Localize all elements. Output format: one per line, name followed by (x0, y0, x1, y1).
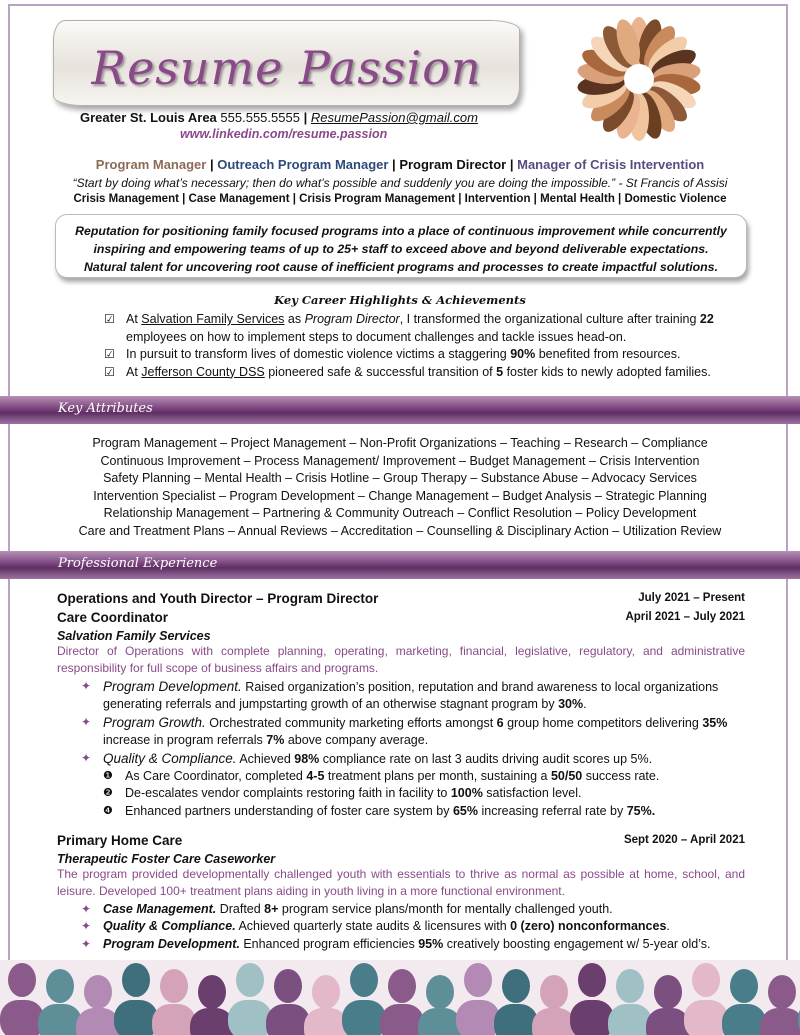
list-item: ☑ At Jefferson County DSS pioneered safe & successful transition of 5 foster kids to newly adopted families. (104, 364, 754, 382)
person-head (502, 969, 530, 1003)
person-head (84, 975, 112, 1009)
number-icon: ❷ (103, 787, 113, 800)
list-item: ☑ In pursuit to transform lives of domestic violence victims a staggering 90% benefited from resources. (104, 346, 754, 364)
company-name: Salvation Family Services (141, 312, 285, 326)
star-icon: ✦ (81, 936, 92, 951)
job-salvation (57, 591, 745, 820)
job-date: July 2021 – Present (638, 592, 745, 604)
achievements-list (57, 901, 745, 953)
attribute-line: Safety Planning – Mental Health – Crisis Hotline – Group Therapy – Substance Abuse – Advocacy Services (103, 471, 697, 486)
person-body (342, 1000, 386, 1035)
sub-achievements-list (57, 768, 745, 820)
person-body (114, 1000, 158, 1035)
job-title: Primary Home Care (57, 833, 183, 848)
checkbox-icon: ☑ (104, 312, 115, 326)
reputation-line: Natural talent for uncovering root cause of inefficient programs and processes to create impactful solutions. (84, 260, 718, 274)
person-head (464, 963, 492, 997)
title-crisis-intervention-manager: Manager of Crisis Intervention (517, 157, 705, 172)
job-date: Sept 2020 – April 2021 (623, 834, 745, 846)
list-item: ✦ Program Growth. Orchestrated community marketing efforts amongst 6 group home competitors delivering 35% increase in program referrals 7% above company average. (81, 714, 728, 748)
person-body (380, 1004, 424, 1035)
contact-line (80, 110, 478, 125)
reputation-line: Reputation for positioning family focused programs into a place of continuous improvement while concurrently (75, 224, 727, 238)
person-body (266, 1004, 310, 1035)
job-title: Care Coordinator (57, 610, 169, 625)
star-icon: ✦ (81, 714, 92, 729)
person-body (494, 1004, 538, 1035)
job-primary-home-care (57, 833, 745, 953)
attribute-line: Continuous Improvement – Process Management/ Improvement – Budget Management – Crisis Intervention (100, 453, 700, 468)
person-head (388, 969, 416, 1003)
number-icon: ❶ (103, 770, 113, 783)
attributes-list (0, 435, 800, 541)
location: Greater St. Louis Area (80, 110, 217, 125)
person-head (8, 963, 36, 997)
attribute-line: Program Management – Project Management – Non-Profit Organizations – Teaching – Research – Compliance (92, 436, 708, 450)
reputation-box (55, 214, 747, 278)
person-head (730, 969, 758, 1003)
title-program-manager: Program Manager (95, 157, 207, 172)
job-date: April 2021 – July 2021 (625, 611, 745, 623)
person-head (578, 963, 606, 997)
reputation-line: inspiring and empowering teams of up to 25+ staff to exceed above and beyond deliverable expectations. (93, 242, 709, 256)
separator: | (303, 110, 308, 125)
person-body (456, 1000, 500, 1035)
person-head (198, 975, 226, 1009)
person-head (160, 969, 188, 1003)
star-icon: ✦ (81, 679, 92, 693)
number-icon: ❹ (103, 804, 113, 817)
people-silhouettes-image (0, 960, 800, 1035)
job-title: Operations and Youth Director – Program Director (57, 591, 379, 606)
highlights-list (104, 311, 754, 381)
section-bar-experience (0, 551, 800, 579)
person-head (426, 975, 454, 1009)
target-titles: Program Manager | Outreach Program Manager | Program Director | Manager of Crisis Intervention (95, 157, 705, 172)
list-item: ✦ Quality & Compliance. Achieved quarterly state audits & licensures with 0 (zero) nonconformances. (103, 918, 745, 935)
list-item: ✦ Program Development. Enhanced program efficiencies 95% creatively boosting engagement w/ 5-year old’s. (103, 936, 745, 953)
person-body (684, 1000, 728, 1035)
person-body (38, 1004, 82, 1035)
list-item: ✦ Quality & Compliance. Achieved 98% compliance rate on last 3 audits driving audit scores up 5%. (81, 750, 653, 766)
section-title: Key Attributes (58, 401, 153, 416)
person-head (692, 963, 720, 997)
quote: “Start by doing what’s necessary; then do what’s possible and suddenly you are doing the impossible.” - St Francis of Assisi (72, 176, 728, 190)
person-body (0, 1000, 44, 1035)
attribute-line: Relationship Management – Partnering & Community Outreach – Conflict Resolution – Policy Development (103, 506, 697, 521)
email-link[interactable]: ResumePassion@gmail.com (310, 110, 478, 125)
company-name: Salvation Family Services (57, 629, 211, 643)
attribute-line: Care and Treatment Plans – Annual Reviews – Accreditation – Counselling & Disciplinary Action – Utilization Review (78, 523, 722, 538)
job-description: The program provided developmentally challenged youth with essentials to thrive as normal as possible at home, school, and leisure. Developed 100+ treatment plans aiding in youth living in a more functional environment. (57, 867, 745, 898)
list-item: ☑ At Salvation Family Services as Program Director, I transformed the organizational culture after training 22 employees on how to implement steps to document challenges and tackle issues head-on. (104, 312, 714, 344)
person-body (722, 1004, 766, 1035)
core-skills: Crisis Management | Case Management | Crisis Program Management | Intervention | Mental Health | Domestic Violence (73, 193, 727, 205)
linkedin-link[interactable]: www.linkedin.com/resume.passion (180, 127, 388, 141)
person-body (152, 1004, 196, 1035)
star-icon: ✦ (81, 902, 92, 916)
person-head (540, 975, 568, 1009)
title-program-director: Program Director (399, 157, 507, 172)
list-item: ✦ Case Management. Drafted 8+ program service plans/month for mentally challenged youth. (103, 901, 745, 918)
section-bar-attributes (0, 396, 800, 424)
list-item: ❷ De-escalates vendor complaints restoring faith in facility to 100% satisfaction level. (125, 785, 745, 802)
attribute-line: Intervention Specialist – Program Development – Change Management – Budget Analysis – Strategic Planning (93, 488, 707, 503)
person-body (570, 1000, 614, 1035)
company-name: Therapeutic Foster Care Caseworker (57, 852, 276, 866)
person-head (274, 969, 302, 1003)
list-item: ❹ Enhanced partners understanding of foster care system by 65% increasing referral rate by 75%. (125, 803, 745, 820)
person-head (350, 963, 378, 997)
company-name: Jefferson County DSS (141, 364, 265, 379)
star-icon: ✦ (81, 750, 92, 765)
checkbox-icon: ☑ (104, 347, 115, 361)
name-banner (53, 20, 520, 106)
title-outreach-program-manager: Outreach Program Manager (217, 157, 389, 172)
person-head (768, 975, 796, 1009)
person-head (654, 975, 682, 1009)
person-head (122, 963, 150, 997)
star-icon: ✦ (81, 919, 92, 934)
phone: 555.555.5555 (220, 110, 300, 125)
person-head (236, 963, 264, 997)
section-title: Professional Experience (58, 556, 218, 571)
person-head (616, 969, 644, 1003)
person-head (312, 975, 340, 1009)
person-head (46, 969, 74, 1003)
list-item: ❶ As Care Coordinator, completed 4-5 treatment plans per month, sustaining a 50/50 success rate. (125, 768, 745, 785)
resume-name: Resume Passion (91, 41, 482, 95)
job-description: Director of Operations with complete planning, operating, marketing, financial, legislative, regulatory, and administrative responsibility for full scope of business affairs and programs. (57, 644, 745, 675)
list-item: ✦ Program Development. Raised organization’s position, reputation and brand awareness to local organizations generating referrals and jumpstarting growth of an otherwise stagnant program by 30%. (81, 679, 719, 712)
achievements-list (57, 678, 745, 768)
person-body (608, 1004, 652, 1035)
hands-circle-logo (574, 14, 704, 144)
checkbox-icon: ☑ (104, 364, 115, 379)
highlights-heading: Key Career Highlights & Achievements (274, 293, 526, 307)
person-body (228, 1000, 272, 1035)
